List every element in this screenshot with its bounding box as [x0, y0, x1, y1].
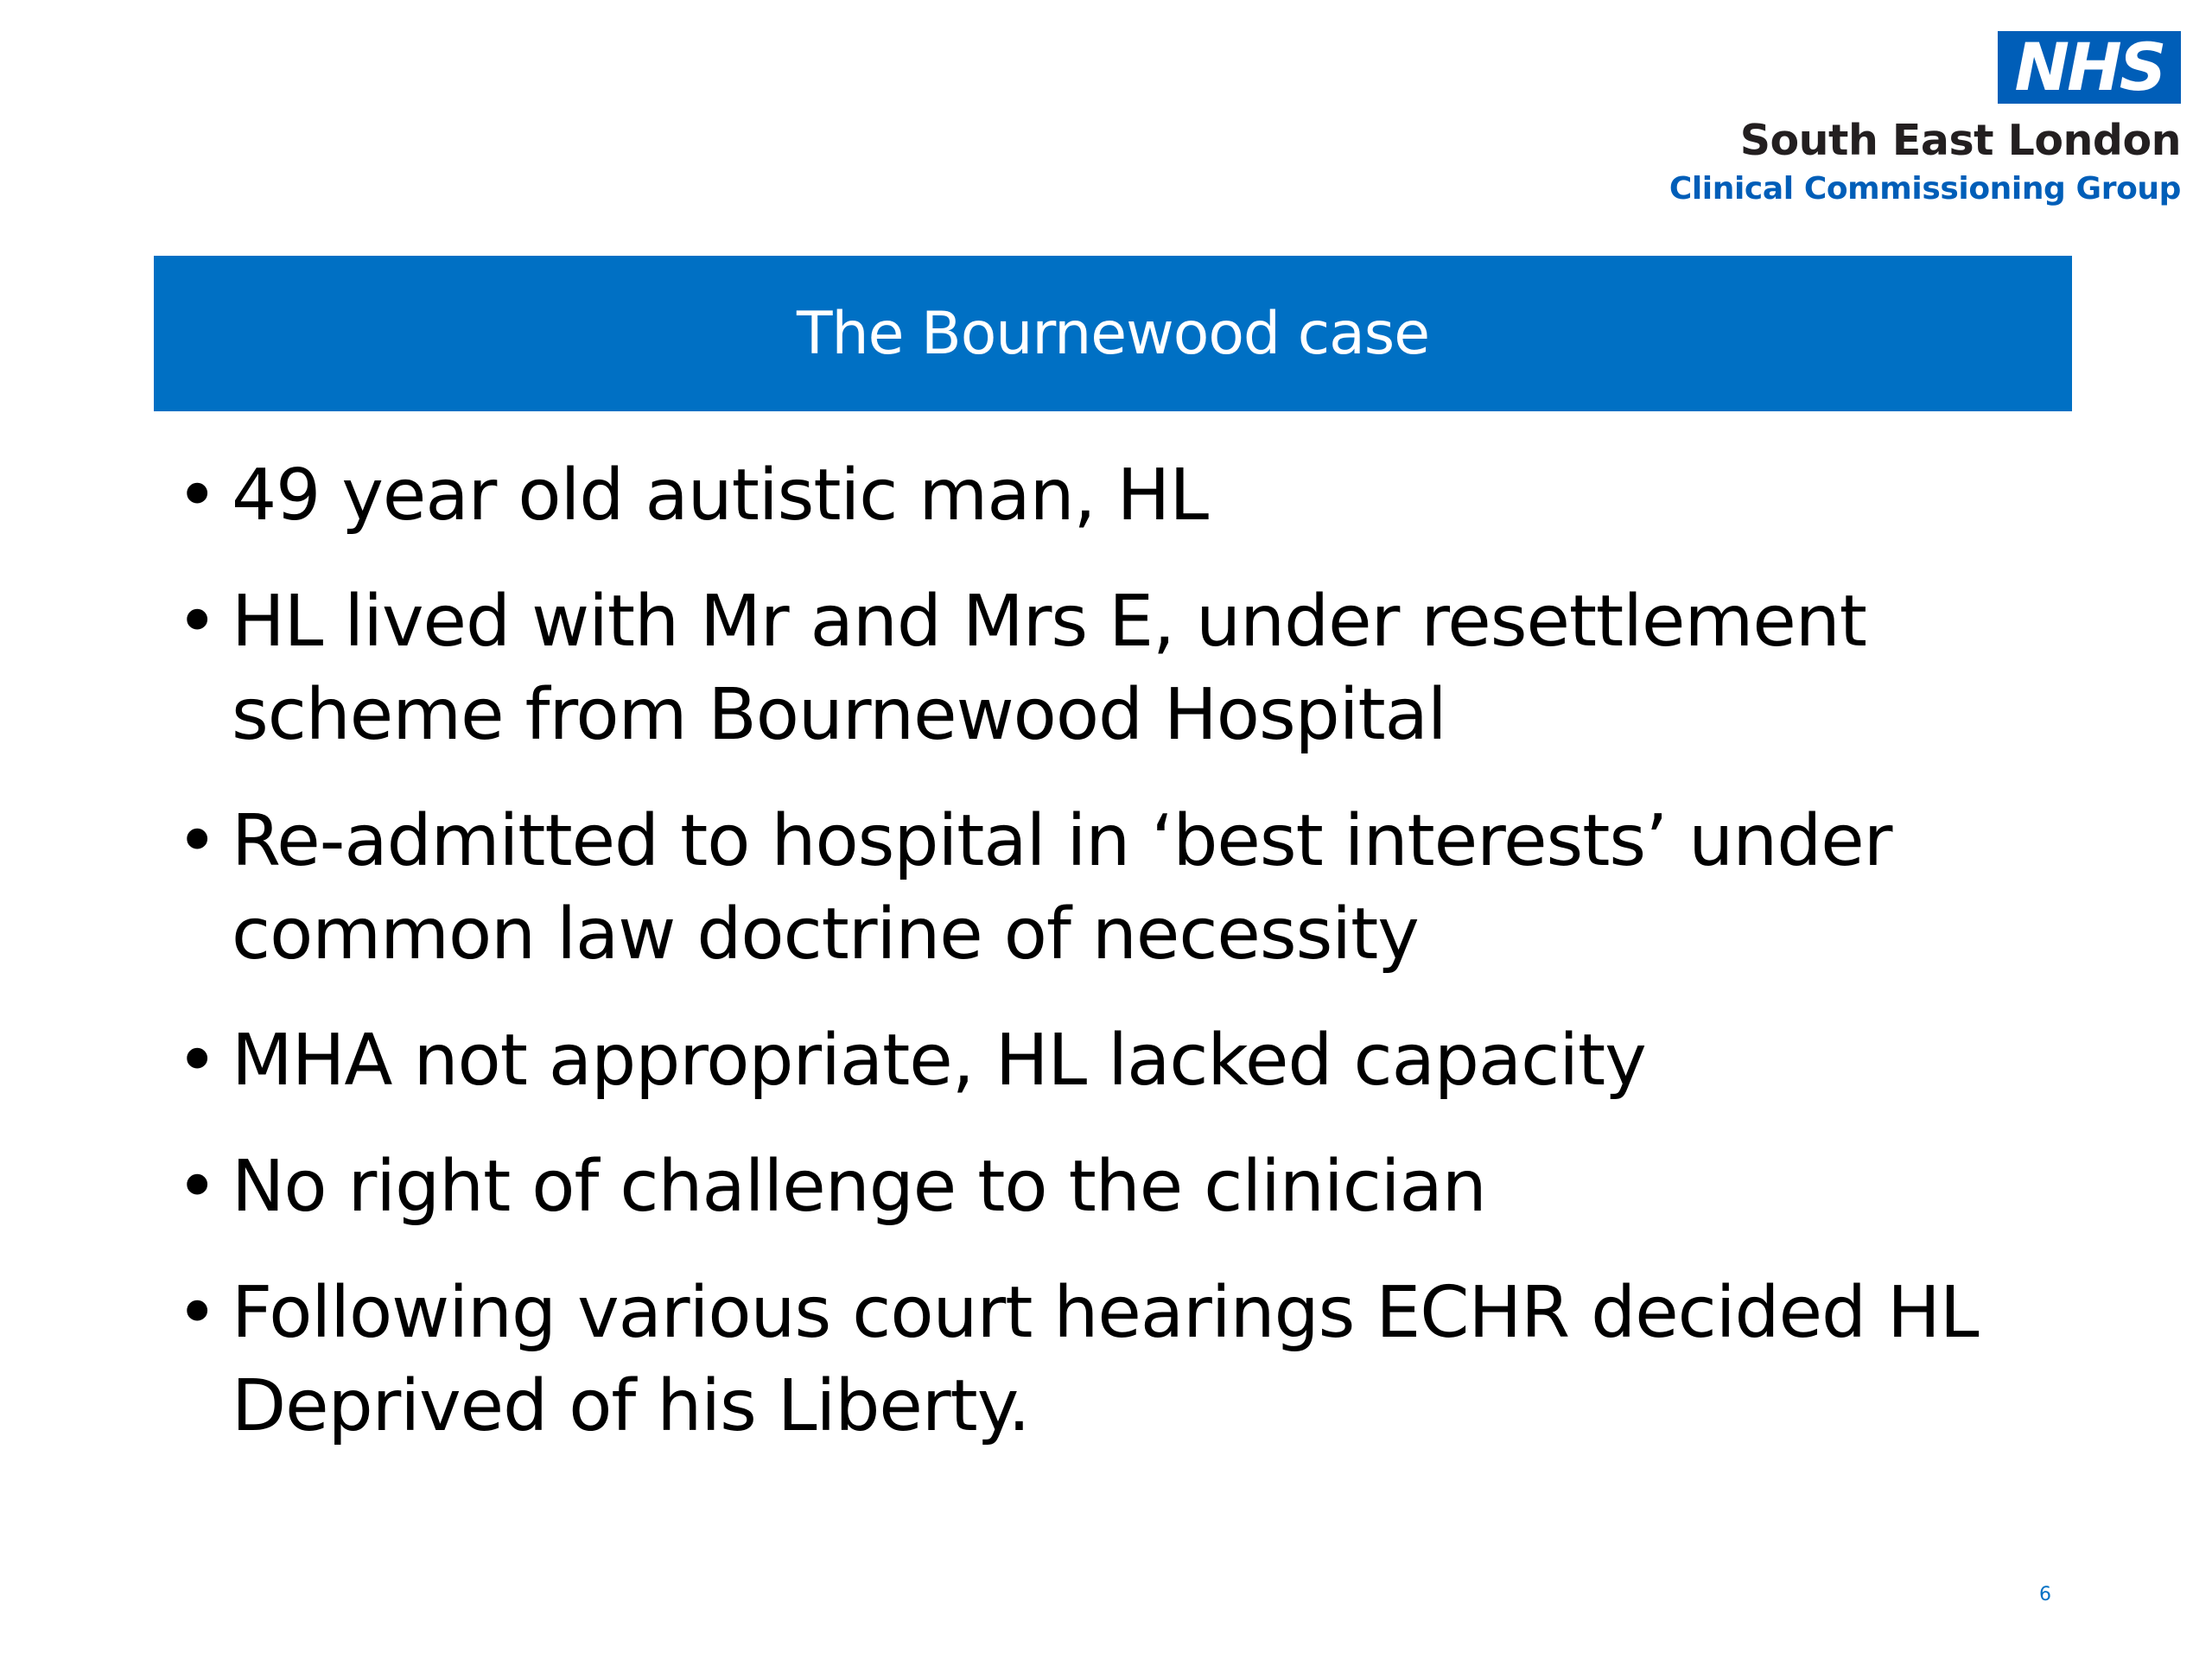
bullet-list [176, 449, 2060, 1486]
nhs-logo-text: NHS [2014, 29, 2164, 105]
bullet-item [176, 1141, 2060, 1234]
bullet-dot: • [176, 1020, 218, 1102]
page-number: 6 [2039, 1584, 2051, 1605]
nhs-logo [1524, 31, 2181, 221]
bullet-item [176, 795, 2060, 982]
bullet-dot: • [176, 1272, 218, 1354]
nhs-logo-mark [1998, 31, 2181, 104]
bullet-item [176, 1267, 2060, 1453]
bullet-item [176, 449, 2060, 543]
bullet-text: MHA not appropriate, HL lacked capacity [232, 1020, 1646, 1102]
organisation-subtitle: Clinical Commissioning Group [1669, 171, 2181, 207]
bullet-dot: • [176, 454, 218, 537]
bullet-item [176, 575, 2060, 762]
bullet-dot: • [176, 1146, 218, 1228]
bullet-dot: • [176, 800, 218, 882]
bullet-dot: • [176, 581, 218, 663]
title-bar [154, 256, 2072, 411]
bullet-text: Re-admitted to hospital in ‘best interests’ under common law doctrine of necessity [232, 800, 1892, 976]
slide-title: The Bournewood case [796, 299, 1430, 368]
bullet-text: 49 year old autistic man, HL [232, 454, 1209, 537]
organisation-name: South East London [1739, 116, 2181, 165]
bullet-text: HL lived with Mr and Mrs E, under resettlement scheme from Bournewood Hospital [232, 581, 1866, 756]
bullet-item [176, 1014, 2060, 1108]
bullet-text: No right of challenge to the clinician [232, 1146, 1486, 1228]
bullet-text: Following various court hearings ECHR decided HL Deprived of his Liberty. [232, 1272, 1979, 1447]
